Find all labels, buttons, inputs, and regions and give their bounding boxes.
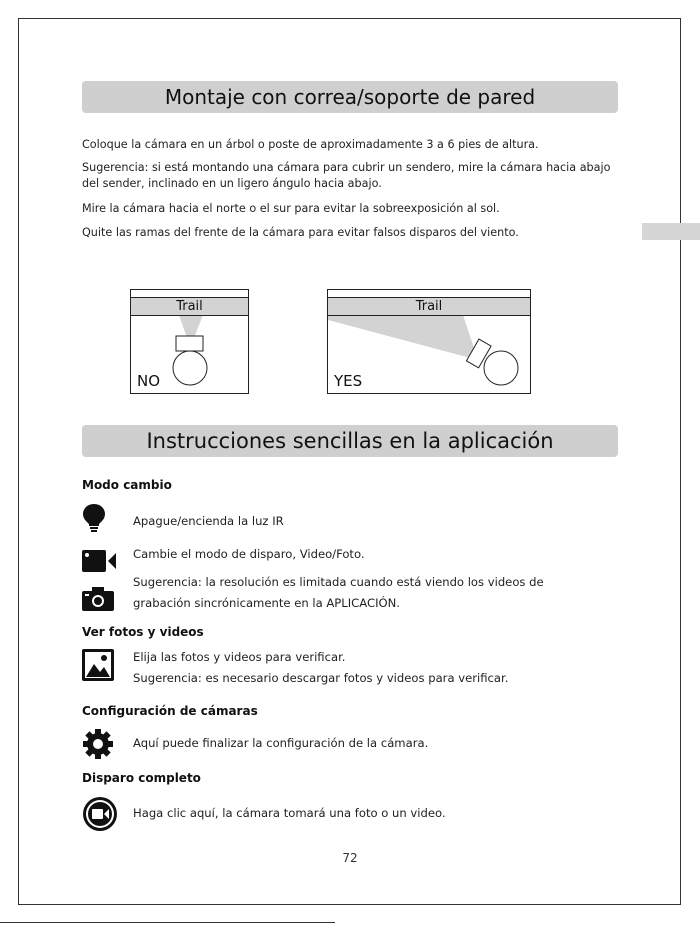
page-number: 72 [342,851,358,865]
settings-text: Aquí puede finalizar la configuración de la cámara. [133,736,429,750]
trail-label-yes: Trail [328,297,530,316]
gallery-text-line1: Elija las fotos y videos para verificar. [133,650,346,664]
ir-light-text: Apague/encienda la luz IR [133,514,284,528]
section-title-app: Instrucciones sencillas en la aplicación [82,425,618,457]
heading-configuracion: Configuración de cámaras [82,704,258,718]
shutter-record-icon [82,796,118,836]
photo-camera-icon [82,587,114,615]
lightbulb-icon [82,503,106,537]
heading-ver-fotos: Ver fotos y videos [82,625,204,639]
bottom-rule [0,922,335,923]
gallery-icon [82,649,114,685]
diagram-no [130,289,249,394]
paragraph-direction: Mire la cámara hacia el norte o el sur para evitar la sobreexposición al sol. [82,202,500,215]
gear-icon [82,728,114,764]
paragraph-placement: Coloque la cámara en un árbol o poste de aproximadamente 3 a 6 pies de altura. [82,138,539,151]
resolution-tip-line1: Sugerencia: la resolución es limitada cuando está viendo los videos de [133,575,544,589]
video-camera-icon [82,550,116,576]
diagram-yes [327,289,531,394]
side-tab-marker [642,223,700,240]
heading-modo-cambio: Modo cambio [82,478,172,492]
paragraph-branches: Quite las ramas del frente de la cámara para evitar falsos disparos del viento. [82,226,519,239]
diagram-no-label: NO [137,372,161,390]
paragraph-trail-tip: Sugerencia: si está montando una cámara para cubrir un sendero, mire la cámara hacia abajo del sender, inclinado en un ligero ángulo hacia abajo. [82,161,611,190]
section-title-mounting: Montaje con correa/soporte de pared [82,81,618,113]
resolution-tip-line2: grabación sincrónicamente en la APLICACIÓN. [133,596,400,610]
gallery-text-line2: Sugerencia: es necesario descargar fotos y videos para verificar. [133,671,509,685]
shutter-text: Haga clic aquí, la cámara tomará una foto o un video. [133,806,446,820]
heading-disparo: Disparo completo [82,771,201,785]
video-mode-text: Cambie el modo de disparo, Video/Foto. [133,547,365,561]
diagram-yes-label: YES [334,372,363,390]
trail-label-no: Trail [131,297,248,316]
